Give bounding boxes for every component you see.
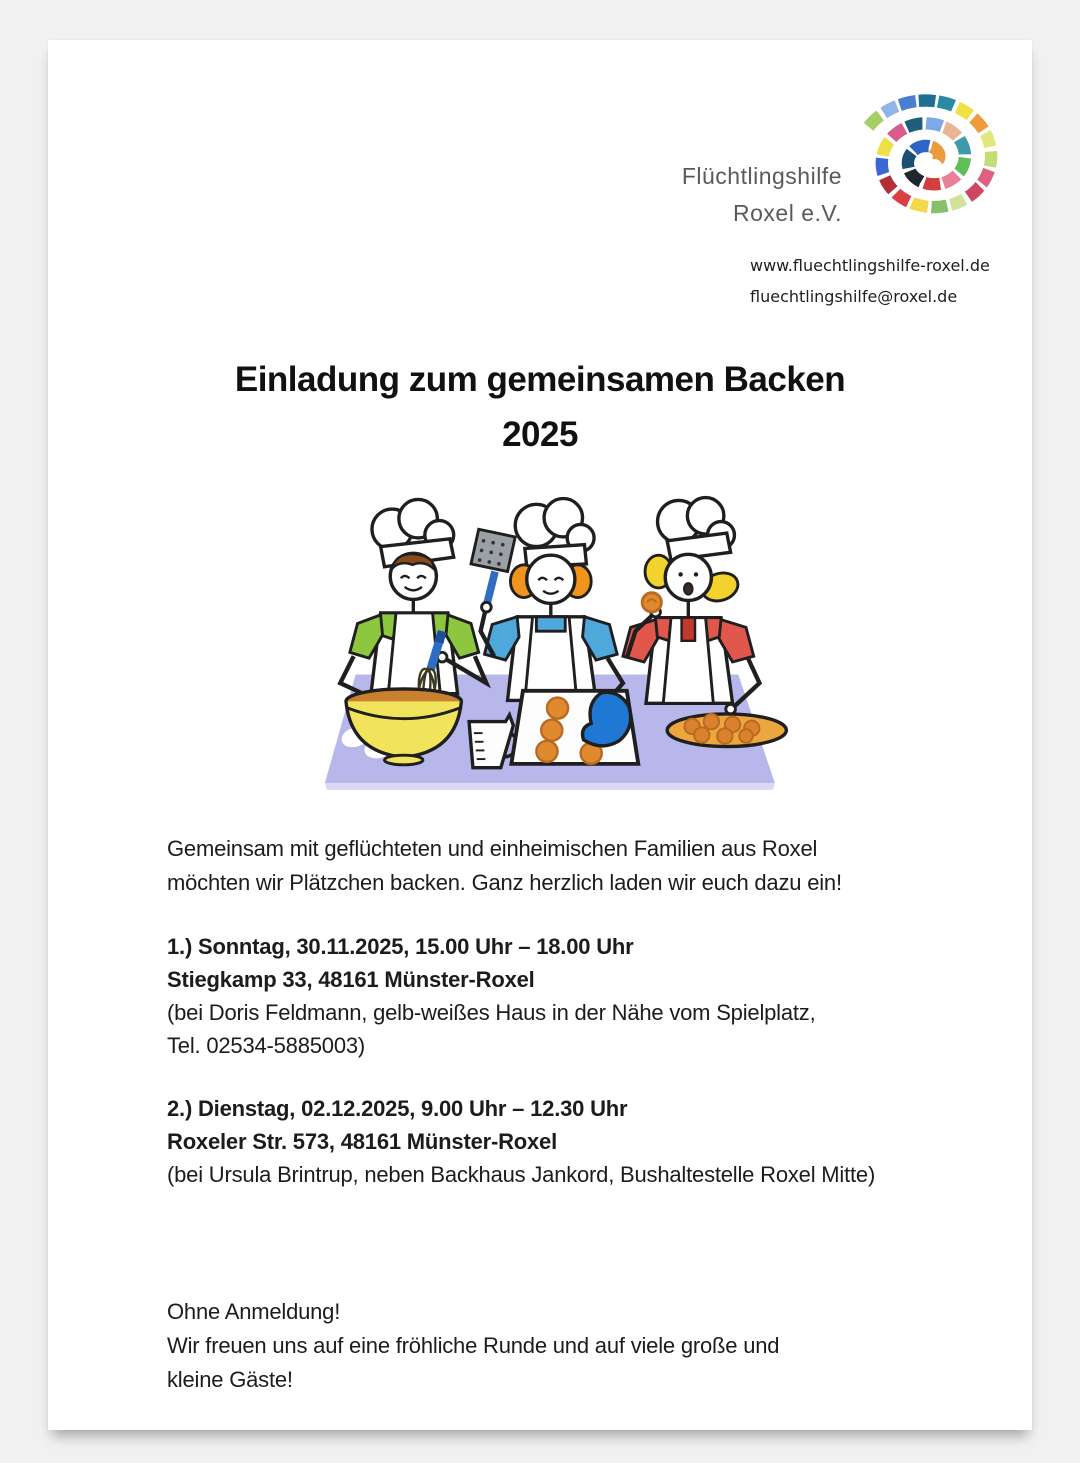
flyer-page bbox=[48, 40, 1032, 1430]
intro-line2: möchten wir Plätzchen backen. Ganz herzlich laden wir euch dazu ein! bbox=[167, 870, 842, 895]
body-text-column bbox=[167, 832, 957, 1397]
event-1-note-line2: Tel. 02534-5885003) bbox=[167, 1033, 366, 1058]
event-2-heading: 2.) Dienstag, 02.12.2025, 9.00 Uhr – 12.30 Uhr bbox=[167, 1096, 628, 1121]
event-1-heading: 1.) Sonntag, 30.11.2025, 15.00 Uhr – 18.00 Uhr bbox=[167, 934, 634, 959]
email-text: fluechtlingshilfe@roxel.de bbox=[750, 287, 958, 306]
intro-paragraph bbox=[167, 832, 957, 900]
child-left bbox=[340, 499, 486, 696]
event-1-note-line1: (bei Doris Feldmann, gelb-weißes Haus in der Nähe vom Spielplatz, bbox=[167, 1000, 816, 1025]
org-name-line2: Roxel e.V. bbox=[733, 200, 842, 226]
event-1-address: Stiegkamp 33, 48161 Münster-Roxel bbox=[167, 967, 535, 992]
spatula bbox=[471, 529, 515, 571]
page-title bbox=[48, 352, 1032, 462]
event-2 bbox=[167, 1092, 957, 1191]
cookie-plate bbox=[667, 714, 786, 747]
org-name bbox=[682, 158, 842, 232]
child-middle bbox=[481, 499, 623, 701]
cookie-in-hand bbox=[642, 593, 661, 612]
website-text: www.fluechtlingshilfe-roxel.de bbox=[750, 256, 990, 275]
page-title-line1: Einladung zum gemeinsamen Backen bbox=[234, 360, 846, 399]
contact-block bbox=[750, 250, 990, 312]
org-name-line1: Flüchtlingshilfe bbox=[681, 163, 842, 189]
intro-line1: Gemeinsam mit geflüchteten und einheimischen Familien aus Roxel bbox=[167, 836, 818, 861]
closing-line2: Wir freuen uns auf eine fröhliche Runde und auf viele große und bbox=[167, 1333, 780, 1358]
event-2-note: (bei Ursula Brintrup, neben Backhaus Jankord, Bushaltestelle Roxel Mitte) bbox=[167, 1162, 876, 1187]
closing-paragraph bbox=[167, 1295, 957, 1397]
closing-line3: kleine Gäste! bbox=[167, 1367, 293, 1392]
spiral-logo-icon bbox=[838, 82, 1018, 237]
closing-line1: Ohne Anmeldung! bbox=[167, 1299, 341, 1324]
event-1 bbox=[167, 930, 957, 1062]
baking-children-illustration bbox=[296, 476, 796, 796]
event-2-address: Roxeler Str. 573, 48161 Münster-Roxel bbox=[167, 1129, 558, 1154]
page-title-line2: 2025 bbox=[502, 415, 578, 454]
